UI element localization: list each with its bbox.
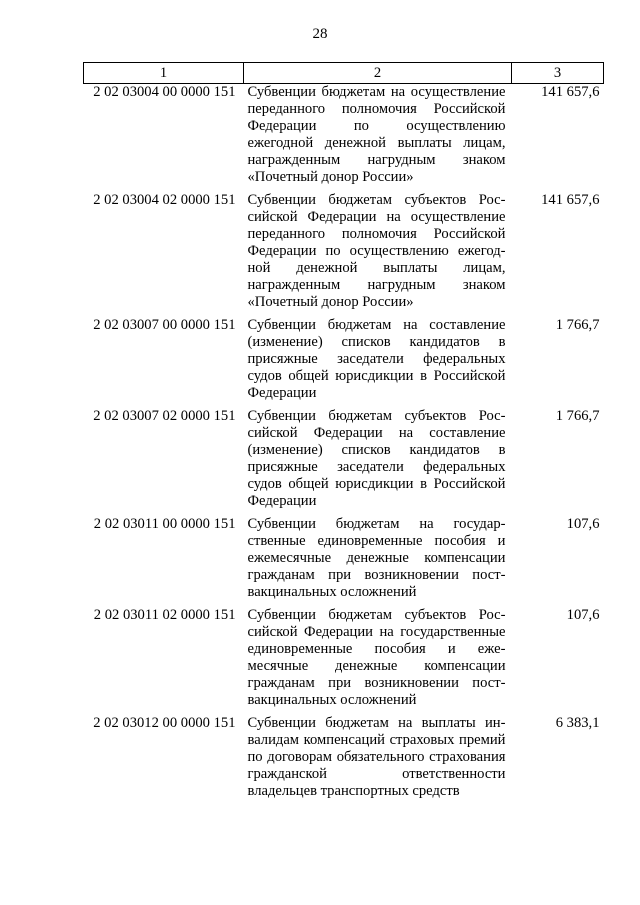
budget-table xyxy=(83,62,604,806)
budget-description: Субвенции бюджетам на государственные единовременные пособия и ежемесячные денежные компенсации гражданам при возникновении поствакцинальных осложнений xyxy=(247,516,506,600)
table-row xyxy=(84,516,604,607)
budget-description: Субвенции бюджетам на осуществление переданного полномочия Российской Федерации по осуществлению ежегодной денежной выплаты лицам, награжденным нагрудным знаком «Почетный донор России» xyxy=(247,84,506,185)
table-header xyxy=(84,63,604,84)
budget-code: 2 02 03011 02 0000 151 xyxy=(93,607,236,623)
table-row xyxy=(84,607,604,715)
header-row xyxy=(84,63,604,84)
column-header-1: 1 xyxy=(84,63,244,84)
budget-code: 2 02 03007 00 0000 151 xyxy=(93,317,236,333)
column-header-2: 2 xyxy=(244,63,512,84)
budget-amount: 141 657,6 xyxy=(541,192,600,208)
budget-amount: 1 766,7 xyxy=(555,408,600,424)
budget-description: Субвенции бюджетам субъектов Российской Федерации на составление (изменение) списков кандидатов в присяжные заседатели федеральных судов общей юрисдикции в Российской Федерации xyxy=(247,408,506,509)
table-row xyxy=(84,84,604,193)
budget-amount: 6 383,1 xyxy=(555,715,600,731)
budget-amount: 107,6 xyxy=(566,516,600,532)
budget-code: 2 02 03004 00 0000 151 xyxy=(93,84,236,100)
table-row xyxy=(84,317,604,408)
budget-code: 2 02 03004 02 0000 151 xyxy=(93,192,236,208)
table-row xyxy=(84,408,604,516)
table-body xyxy=(84,84,604,807)
table-row xyxy=(84,192,604,317)
budget-description: Субвенции бюджетам субъектов Российской Федерации на осуществление переданного полномочия Российской Федерации по осуществлению ежегодной денежной выплаты лицам, награжденным нагрудным знаком «Почетный донор России» xyxy=(247,192,506,310)
budget-code: 2 02 03012 00 0000 151 xyxy=(93,715,236,731)
budget-amount: 141 657,6 xyxy=(541,84,600,100)
budget-description: Субвенции бюджетам на выплаты инвалидам компенсаций страховых премий по договорам обязательного страхования гражданской ответственности владельцев транспортных средств xyxy=(247,715,506,799)
column-header-3: 3 xyxy=(512,63,604,84)
budget-code: 2 02 03007 02 0000 151 xyxy=(93,408,236,424)
budget-amount: 107,6 xyxy=(566,607,600,623)
budget-description: Субвенции бюджетам субъектов Российской Федерации на государственные единовременные пособия и ежемесячные денежные компенсации гражданам при возникновении поствакцинальных осложнений xyxy=(247,607,506,708)
budget-description: Субвенции бюджетам на составление (изменение) списков кандидатов в присяжные заседатели федеральных судов общей юрисдикции в Российской Федерации xyxy=(247,317,506,401)
budget-amount: 1 766,7 xyxy=(555,317,600,333)
table-row xyxy=(84,715,604,806)
budget-code: 2 02 03011 00 0000 151 xyxy=(93,516,236,532)
page-number: 28 xyxy=(312,26,328,42)
